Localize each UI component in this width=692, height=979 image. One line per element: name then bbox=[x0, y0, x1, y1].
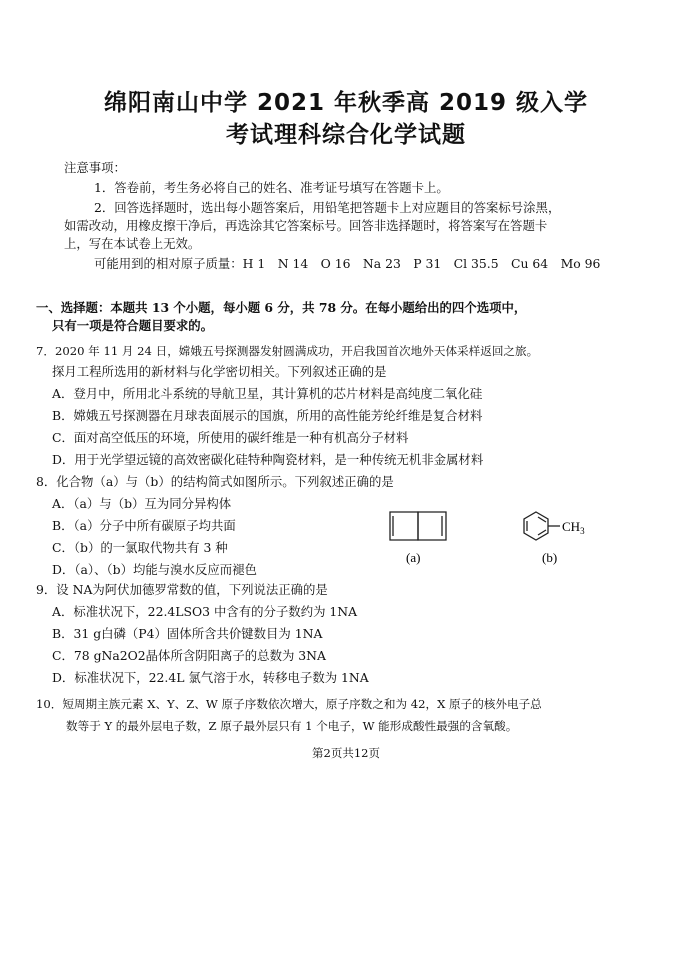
q8-option-d: D．（a）、（b）均能与溴水反应而褪色 bbox=[52, 562, 257, 577]
spiro-structure-a bbox=[390, 512, 446, 540]
q7-option-b: B．嫦娥五号探测器在月球表面展示的国旗，所用的高性能芳纶纤维是复合材料 bbox=[52, 408, 483, 423]
q7-stem-1: 7．2020 年 11 月 24 日，嫦娥五号探测器发射圆满成功，开启我国首次地外天体采样返回之旅。 bbox=[36, 344, 539, 358]
q7-option-a: A．登月中，所用北斗系统的导航卫星，其计算机的芯片材料是高纯度二氧化硅 bbox=[52, 386, 483, 401]
q9-option-b: B．31 g白磷（P4）固体所含共价键数目为 1NA bbox=[52, 626, 323, 641]
label-a: (a) bbox=[406, 550, 421, 565]
q10-line-2: 数等于 Y 的最外层电子数，Z 原子最外层只有 1 个电子，W 能形成酸性最强的含氧酸。 bbox=[66, 719, 518, 733]
section-heading-line-1: 一、选择题：本题共 13 个小题，每小题 6 分，共 78 分。在每小题给出的四个选项中， bbox=[36, 300, 527, 315]
title-line-2: 考试理科综合化学试题 bbox=[226, 122, 466, 148]
q7-option-d: D．用于光学望远镜的高效密碳化硅特种陶瓷材料，是一种传统无机非金属材料 bbox=[52, 452, 484, 467]
note-item-2-line-1: 2．回答选择题时，选出每小题答案后，用铅笔把答题卡上对应题目的答案标号涂黑， bbox=[94, 200, 561, 215]
q7-option-c: C．面对高空低压的环境，所使用的碳纤维是一种有机高分子材料 bbox=[52, 430, 409, 445]
title-line-1: 绵阳南山中学 2021 年秋季高 2019 级入学 bbox=[103, 90, 589, 116]
q7-stem-2: 探月工程所选用的新材料与化学密切相关。下列叙述正确的是 bbox=[52, 364, 387, 379]
q8-option-b: B．（a）分子中所有碳原子均共面 bbox=[52, 518, 236, 533]
q8-option-c: C．（b）的一氯取代物共有 3 种 bbox=[52, 540, 228, 555]
note-item-1: 1．答卷前，考生务必将自己的姓名、准考证号填写在答题卡上。 bbox=[94, 180, 449, 195]
q9-option-a: A．标准状况下，22.4LSO3 中含有的分子数约为 1NA bbox=[52, 604, 358, 619]
toluene-structure-b bbox=[524, 512, 560, 540]
q8-structure-figure bbox=[380, 500, 620, 570]
q9-stem: 9．设 NA为阿伏加德罗常数的值，下列说法正确的是 bbox=[36, 582, 328, 597]
section-heading-line-2: 只有一项是符合题目要求的。 bbox=[52, 318, 214, 333]
note-item-2-line-3: 上，写在本试卷上无效。 bbox=[64, 236, 201, 251]
notes-heading: 注意事项： bbox=[64, 160, 126, 175]
q9-option-c: C．78 gNa2O2晶体所含阴阳离子的总数为 3NA bbox=[52, 648, 326, 663]
q8-stem: 8．化合物（a）与（b）的结构简式如图所示。下列叙述正确的是 bbox=[36, 474, 394, 489]
atomic-masses: 可能用到的相对原子质量：H 1 N 14 O 16 Na 23 P 31 Cl 35.5 Cu 64 Mo 96 bbox=[94, 256, 601, 271]
note-item-2-line-2: 如需改动，用橡皮擦干净后，再选涂其它答案标号。回答非选择题时，将答案写在答题卡 bbox=[64, 218, 548, 233]
q10-line-1: 10．短周期主族元素 X、Y、Z、W 原子序数依次增大，原子序数之和为 42，X 原子的核外电子总 bbox=[36, 697, 542, 711]
page-footer: 第2页共12页 bbox=[312, 746, 380, 760]
q8-option-a: A．（a）与（b）互为同分异构体 bbox=[52, 496, 232, 511]
ch3-label: $CH_3$ bbox=[562, 519, 585, 536]
label-b: (b) bbox=[542, 550, 558, 565]
q9-option-d: D．标准状况下，22.4L 氯气溶于水，转移电子数为 1NA bbox=[52, 670, 369, 685]
